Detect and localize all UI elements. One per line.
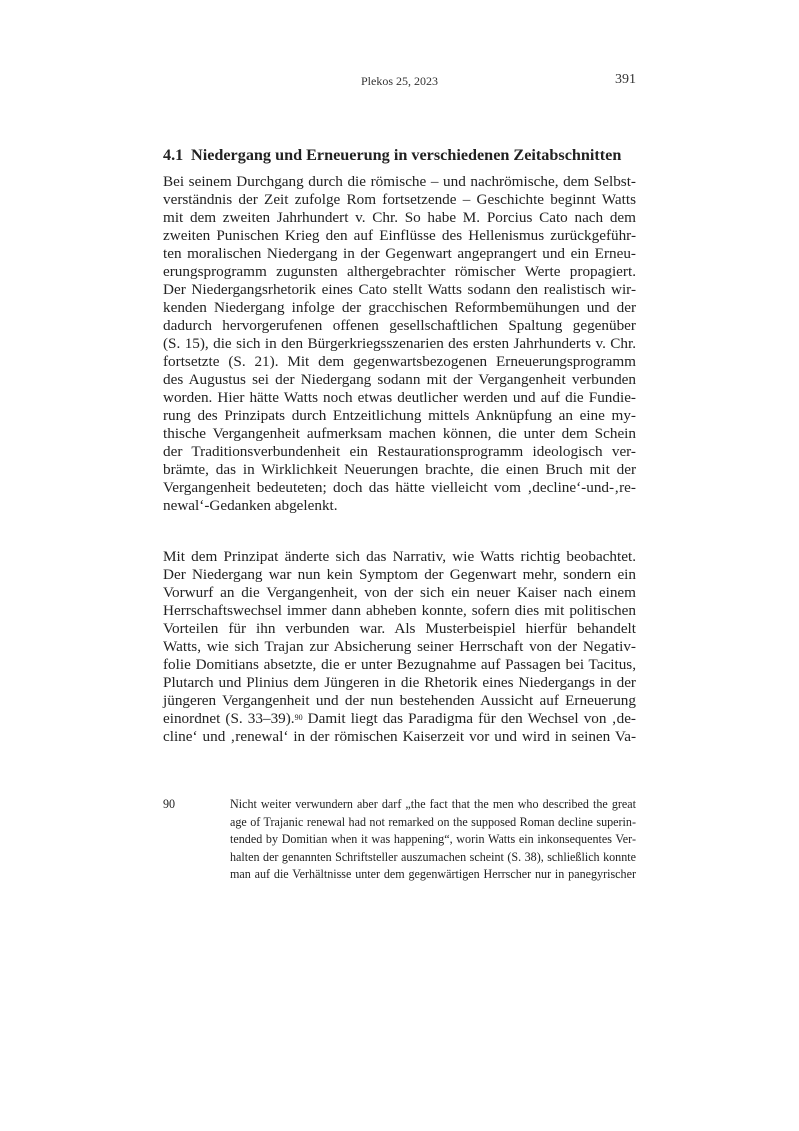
- section-title: Niedergang und Erneuerung in verschiedenen Zeitabschnitten: [191, 146, 622, 164]
- text-line: rung des Prinzipats durch Entzeitlichung mittels Anknüpfung an eine my-: [163, 407, 636, 425]
- text-line: Watts, wie sich Trajan zur Absicherung seiner Herrschaft von der Negativ-: [163, 638, 636, 656]
- text-line: fortsetzte (S. 21). Mit dem gegenwartsbezogenen Erneuerungsprogramm: [163, 353, 636, 371]
- text-line: Plutarch und Plinius dem Jüngeren in die Rhetorik eines Niedergangs in der: [163, 674, 636, 692]
- footnote-number: 90: [163, 797, 176, 811]
- section-heading: [163, 146, 643, 165]
- text-line: verständnis der Zeit zufolge Rom fortsetzende – Geschichte beginnt Watts: [163, 191, 636, 209]
- text-line: dadurch hervorgerufenen offenen gesellschaftlichen Spaltung gegenüber: [163, 317, 636, 335]
- text-segment: Damit liegt das Paradigma für den Wechsel von ‚de-: [302, 710, 636, 728]
- text-line: kenden Niedergang infolge der gracchischen Reformbemühungen und der: [163, 299, 636, 317]
- text-line: zweiten Punischen Krieg den auf Einflüsse des Hellenismus zurückgeführ-: [163, 227, 636, 245]
- running-head: Plekos 25, 2023: [360, 74, 438, 88]
- text-line: age of Trajanic renewal had not remarked on the supposed Roman decline superin-: [230, 814, 636, 829]
- text-line: folie Domitians absetzte, die er unter Bezugnahme auf Passagen bei Tacitus,: [163, 656, 636, 674]
- text-line: Mit dem Prinzipat änderte sich das Narrativ, wie Watts richtig beobachtet.: [163, 548, 636, 565]
- text-line: mit dem zweiten Jahrhundert v. Chr. So habe M. Porcius Cato nach dem: [163, 209, 636, 227]
- text-line: (S. 15), die sich in den Bürgerkriegsszenarien des ersten Jahrhunderts v. Chr.: [163, 335, 636, 353]
- text-line: Nicht weiter verwundern aber darf „the fact that the men who described the great: [230, 797, 636, 811]
- text-line: tended by Domitian when it was happening“, worin Watts ein inkonsequentes Ver-: [230, 832, 636, 846]
- paragraph-1: [163, 173, 636, 515]
- text-line: jüngeren Vergangenheit und der nun bestehenden Aussicht auf Erneuerung: [163, 692, 636, 710]
- text-line: des Augustus sei der Niedergang sodann mit der Vergangenheit verbunden: [163, 371, 636, 389]
- text-line-with-footnote-ref: [163, 710, 636, 728]
- footnote-reference[interactable]: 90: [294, 713, 303, 723]
- page-number: 391: [615, 72, 636, 87]
- text-segment: einordnet (S. 33–39).: [163, 710, 295, 728]
- section-number: 4.1: [163, 146, 184, 164]
- paragraph-2: [163, 548, 636, 746]
- footnote-text: [230, 796, 636, 884]
- text-line: thische Vergangenheit aufmerksam machen können, die unter dem Schein: [163, 425, 636, 443]
- text-line: Vergangenheit bedeuteten; doch das hätte vielleicht vom ‚decline‘-und-‚re-: [163, 479, 636, 497]
- text-line: Der Niedergang war nun kein Symptom der Gegenwart mehr, sondern ein: [163, 566, 636, 584]
- text-line: ten moralischen Niedergang in der Gegenwart angeprangert und ein Erneu-: [163, 245, 636, 263]
- text-line: halten der genannten Schriftsteller auszumachen scheint (S. 38), schließlich konnte: [230, 849, 636, 864]
- text-line: man auf die Verhältnisse unter dem gegenwärtigen Herrscher nur in panegyrischer: [230, 867, 636, 881]
- text-line: newal‘-Gedanken abgelenkt.: [163, 497, 338, 515]
- text-line: Herrschaftswechsel immer dann abheben konnte, sofern dies mit politischen: [163, 602, 636, 620]
- text-line: Vorwurf an die Vergangenheit, von der sich ein neuer Kaiser nach einem: [163, 584, 636, 602]
- text-line: Vorteilen für ihn verbunden war. Als Musterbeispiel hierfür behandelt: [163, 620, 636, 638]
- text-line: der Traditionsverbundenheit ein Restaurationsprogramm ideologisch ver-: [163, 443, 636, 461]
- text-line: worden. Hier hätte Watts noch etwas deutlicher werden und auf die Fundie-: [163, 389, 636, 407]
- text-line: cline‘ und ‚renewal‘ in der römischen Kaiserzeit vor und wird in seinen Va-: [163, 728, 636, 746]
- text-line: brämte, das in Wirklichkeit Neuerungen brachte, die einen Bruch mit der: [163, 461, 636, 479]
- text-line: Der Niedergangsrhetorik eines Cato stellt Watts sodann den realistisch wir-: [163, 281, 636, 299]
- text-line: Bei seinem Durchgang durch die römische – und nachrömische, dem Selbst-: [163, 173, 636, 190]
- text-line: erungsprogramm zugunsten althergebrachter römischer Werte propagiert.: [163, 263, 636, 281]
